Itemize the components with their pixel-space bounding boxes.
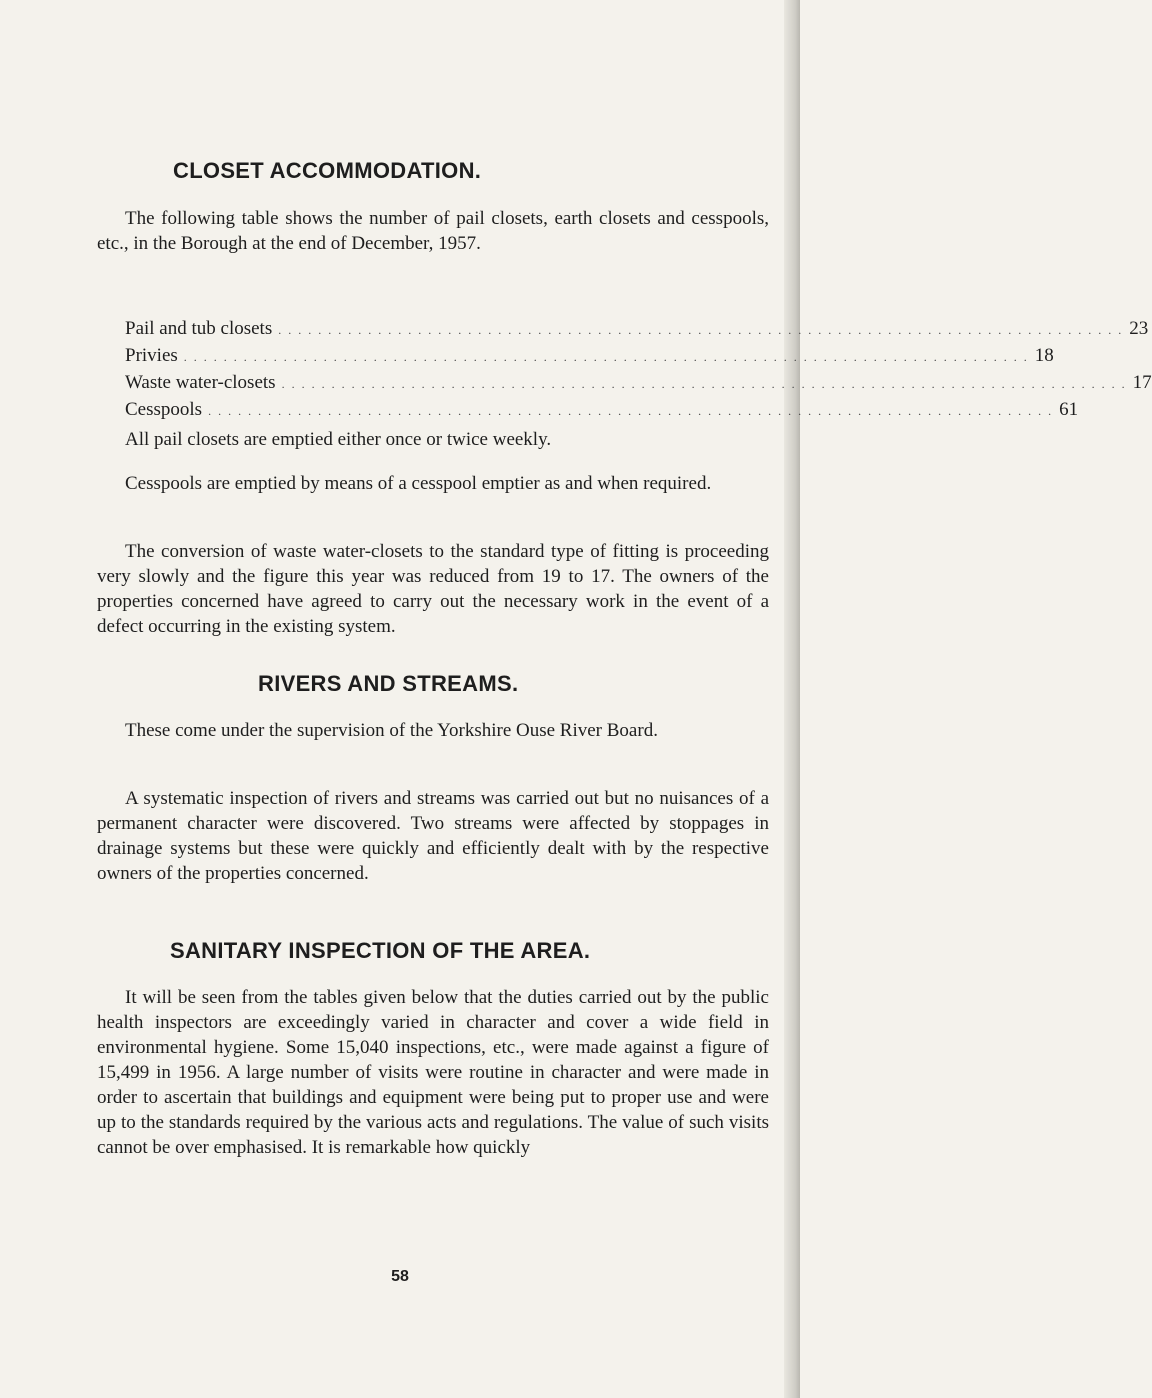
row-label: Privies [125, 345, 178, 366]
leader-dots: . . . . . . . . . . . . . . . . . . . . . . . . . . . . . . . . . . . . . . . . . . . . . . . . . . . . . . . . . . . . . . . . . . . . . . . . . . . . . . . . . . . . . [281, 377, 1127, 391]
closet-heading: CLOSET ACCOMMODATION. [173, 158, 482, 183]
sanitary-heading: SANITARY INSPECTION OF THE AREA. [170, 938, 591, 963]
row-value: 18 [1034, 345, 1054, 366]
row-value: 23 [1129, 318, 1149, 339]
table-row [125, 370, 1152, 397]
row-value: 61 [1059, 399, 1079, 420]
page-edge-shadow [784, 0, 800, 1398]
row-value: 17 [1132, 372, 1152, 393]
table-row [125, 343, 1054, 370]
table-row [125, 316, 1149, 343]
closet-table [125, 316, 1152, 424]
leader-dots: . . . . . . . . . . . . . . . . . . . . . . . . . . . . . . . . . . . . . . . . . . . . . . . . . . . . . . . . . . . . . . . . . . . . . . . . . . . . . . . . . . . . . [208, 404, 1054, 418]
rivers-paragraph-supervision: These come under the supervision of the Yorkshire Ouse River Board. [125, 720, 658, 741]
closet-intro: The following table shows the number of pail closets, earth closets and cesspools, etc., in the Borough at the end of December, 1957. [97, 208, 769, 254]
row-label: Waste water-closets [125, 372, 276, 393]
row-label: Pail and tub closets [125, 318, 273, 339]
leader-dots: . . . . . . . . . . . . . . . . . . . . . . . . . . . . . . . . . . . . . . . . . . . . . . . . . . . . . . . . . . . . . . . . . . . . . . . . . . . . . . . . . . . . . [183, 350, 1029, 364]
closet-paragraph-cesspools: Cesspools are emptied by means of a cesspool emptier as and when required. [125, 473, 712, 494]
row-label: Cesspools [125, 399, 203, 420]
page-number: 58 [391, 1268, 409, 1285]
sanitary-paragraph: It will be seen from the tables given below that the duties carried out by the public health inspectors are exceedingly varied in character and cover a wide field in environmental hygiene. Some 15,040 inspections, etc., were made against a figure of 15,499 in 1956. A large number of visits were routine in character and were made in order to ascertain that buildings and equipment were being put to proper use and were up to the standards required by the various acts and regulations. The value of such visits cannot be over emphasised. It is remarkable how quickly [97, 987, 769, 1158]
closet-paragraph-emptied: All pail closets are emptied either once or twice weekly. [125, 429, 552, 450]
table-row [125, 397, 1079, 424]
closet-paragraph-conversion: The conversion of waste water-closets to the standard type of fitting is proceeding very slowly and the figure this year was reduced from 19 to 17. The owners of the properties concerned have agreed to carry out the necessary work in the event of a defect occurring in the existing system. [97, 541, 769, 637]
rivers-paragraph-inspection: A systematic inspection of rivers and streams was carried out but no nuisances of a permanent character were discovered. Two streams were affected by stoppages in drainage systems but these were quickly and efficiently dealt with by the respective owners of the properties concerned. [97, 788, 769, 884]
rivers-heading: RIVERS AND STREAMS. [258, 671, 519, 696]
leader-dots: . . . . . . . . . . . . . . . . . . . . . . . . . . . . . . . . . . . . . . . . . . . . . . . . . . . . . . . . . . . . . . . . . . . . . . . . . . . . . . . . . . . . . [278, 323, 1124, 337]
